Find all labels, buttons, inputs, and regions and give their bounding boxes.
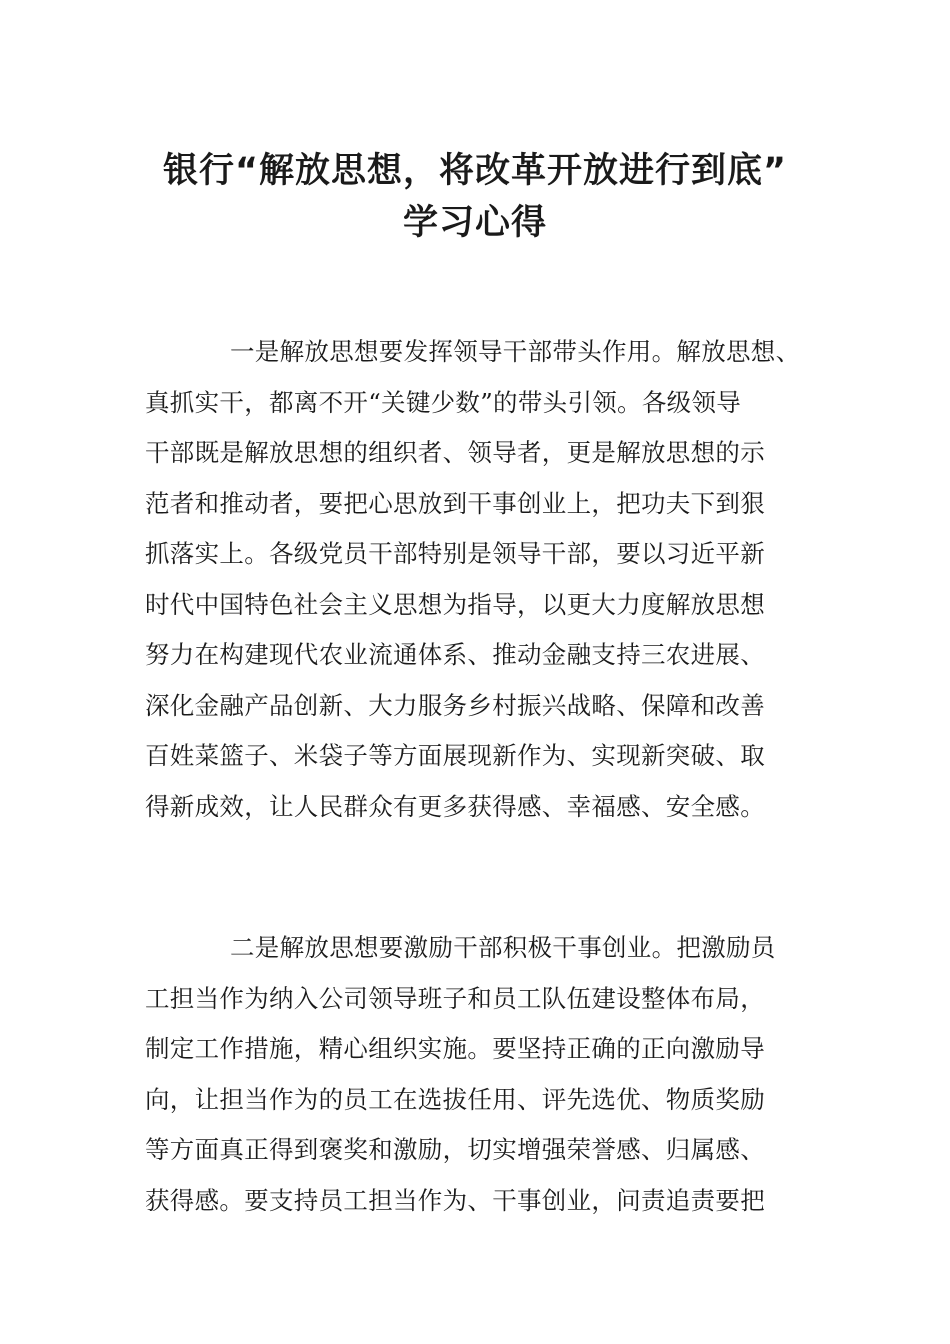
title-line-2: 学习心得 bbox=[402, 203, 547, 244]
paragraph-1-line: 时代中国特色社会主义思想为指导，以更大力度解放思想 bbox=[145, 589, 765, 619]
paragraph-1-line: 范者和推动者，要把心思放到干事创业上，把功夫下到狠 bbox=[145, 488, 765, 518]
paragraph-2-line: 二是解放思想要激励干部积极干事创业。把激励员 bbox=[230, 933, 776, 962]
paragraph-1 bbox=[145, 327, 810, 832]
paragraph-1-line: 一是解放思想要发挥领导干部带头作用。解放思想、 bbox=[230, 337, 801, 366]
paragraph-1-line: 得新成效，让人民群众有更多获得感、幸福感、安全感。 bbox=[145, 791, 765, 821]
paragraph-2-line: 制定工作措施，精心组织实施。要坚持正确的正向激励导 bbox=[145, 1034, 765, 1063]
paragraph-1-line: 干部既是解放思想的组织者、领导者，更是解放思想的示 bbox=[145, 438, 765, 467]
paragraph-2-line: 等方面真正得到褒奖和激励，切实增强荣誉感、归属感、 bbox=[145, 1135, 765, 1164]
document-title bbox=[0, 145, 950, 249]
paragraph-2 bbox=[145, 923, 810, 1226]
paragraph-1-line: 真抓实干，都离不开“关键少数”的带头引领。各级领导 bbox=[145, 387, 742, 417]
title-line-1: 银行“解放思想，将改革开放进行到底” bbox=[162, 151, 787, 192]
paragraph-2-line: 获得感。要支持员工担当作为、干事创业，问责追责要把 bbox=[145, 1185, 765, 1215]
paragraph-1-line: 抓落实上。各级党员干部特别是领导干部，要以习近平新 bbox=[145, 539, 765, 568]
paragraph-1-line: 努力在构建现代农业流通体系、推动金融支持三农进展、 bbox=[145, 640, 765, 669]
paragraph-2-line: 向，让担当作为的员工在选拔任用、评先选优、物质奖励 bbox=[145, 1084, 765, 1114]
paragraph-1-line: 百姓菜篮子、米袋子等方面展现新作为、实现新突破、取 bbox=[145, 741, 765, 770]
paragraph-2-line: 工担当作为纳入公司领导班子和员工队伍建设整体布局， bbox=[145, 983, 765, 1013]
paragraph-1-line: 深化金融产品创新、大力服务乡村振兴战略、保障和改善 bbox=[145, 690, 765, 720]
